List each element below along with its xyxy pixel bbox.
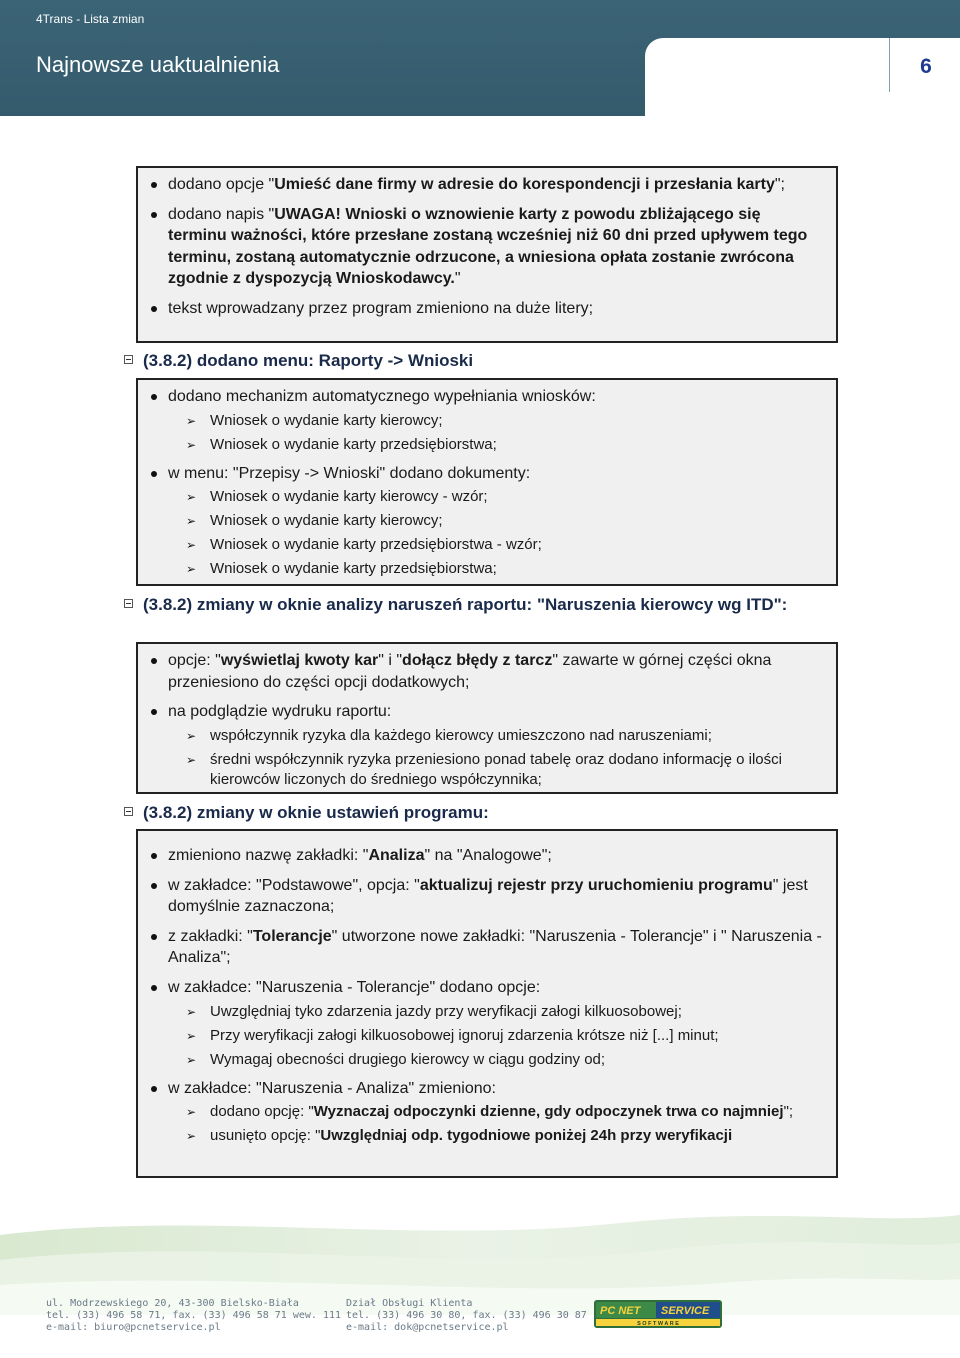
changes-box-2 (136, 378, 838, 586)
item-text: opcje: " (168, 652, 221, 669)
arrow-right-icon: ➢ (186, 1052, 197, 1067)
arrow-right-icon: ➢ (186, 413, 197, 428)
section-heading-text: (3.8.2) zmiany w oknie analizy naruszeń raportu: "Naruszenia kierowcy wg ITD": (143, 595, 788, 614)
item-text: dodano napis " (168, 205, 275, 223)
sub-item-text: Wymagaj obecności drugiego kierowcy w ciągu godziny od; (210, 1050, 606, 1068)
page-header (0, 0, 960, 116)
bullet-icon (151, 658, 157, 664)
sub-item-text: Wniosek o wydanie karty kierowcy; (210, 512, 443, 530)
collapse-icon[interactable] (124, 355, 133, 364)
bullet-icon (151, 182, 157, 188)
logo-subtext: S O F T W A R E (637, 1321, 679, 1327)
list-item (150, 650, 822, 693)
footer-line: ul. Modrzewskiego 20, 43-300 Bielsko-Biała (46, 1298, 299, 1309)
item-text: zmieniono nazwę zakładki: " (168, 847, 369, 864)
logo-text: PC NET (600, 1305, 641, 1317)
footer-line: tel. (33) 496 30 80, fax. (33) 496 30 87 (346, 1310, 587, 1321)
bullet-icon (151, 883, 157, 889)
item-bold-text: UWAGA! Wnioski o wznowienie karty z powodu zbliżającego się terminu ważności, które przesłane zostaną wcześniej niż 60 dni przed upływem tego terminu, zostaną automatycznie odrzucone, a wniesiona opłata zostanie zwrócona zgodnie z dyspozycją Wnioskodawcy. (168, 205, 808, 288)
bullet-icon (151, 853, 157, 859)
footer-support (346, 1298, 587, 1334)
company-logo (594, 1300, 722, 1328)
list-item (150, 926, 822, 969)
item-text: " (454, 270, 461, 288)
arrow-right-icon: ➢ (186, 490, 197, 505)
bullet-icon (151, 985, 157, 991)
sub-item-text: współczynnik ryzyka dla każdego kierowcy umieszczono nad naruszeniami; (210, 726, 712, 744)
sub-item-text: Uwzględniaj tyko zdarzenia jazdy przy weryfikacji załogi kilkuosobowej; (210, 1002, 682, 1020)
sub-item (168, 535, 822, 555)
list-item (150, 977, 822, 1070)
item-text: z zakładki: " (168, 927, 253, 945)
item-text: " utworzone nowe zakładki: "Naruszenia - Tolerancje" i " Naruszenia - Analiza"; (168, 927, 822, 967)
collapse-icon[interactable] (124, 599, 133, 608)
sub-item (168, 1126, 822, 1146)
app-title: 4Trans - Lista zmian (36, 12, 145, 26)
list-item (150, 845, 822, 867)
sub-item (168, 1026, 822, 1046)
bullet-icon (151, 934, 157, 940)
section-heading-text: (3.8.2) zmiany w oknie ustawień programu: (143, 803, 489, 822)
section-title: Najnowsze uaktualnienia (36, 52, 280, 77)
item-bold-text: Analiza (368, 847, 425, 864)
arrow-right-icon: ➢ (186, 437, 197, 452)
footer-line: tel. (33) 496 58 71, fax. (33) 496 58 71 wew. 111 (46, 1310, 342, 1321)
sub-item (168, 487, 822, 507)
changes-box-3 (136, 642, 838, 794)
sub-item-text: Wniosek o wydanie karty przedsiębiorstwa - wzór; (210, 536, 542, 554)
section-heading-text: (3.8.2) dodano menu: Raporty -> Wnioski (143, 351, 474, 370)
collapse-icon[interactable] (124, 807, 133, 816)
bullet-icon (151, 306, 157, 312)
sub-item (168, 750, 822, 790)
bullet-icon (151, 212, 157, 218)
arrow-right-icon: ➢ (186, 1004, 197, 1019)
page-number: 6 (920, 55, 932, 78)
arrow-right-icon: ➢ (186, 752, 197, 767)
footer-line: e-mail: biuro@pcnetservice.pl (46, 1322, 221, 1333)
bullet-icon (151, 1086, 157, 1092)
sub-item (168, 726, 822, 746)
sub-item-bold-text: Wyznaczaj odpoczynki dzienne, gdy odpoczynek trwa co najmniej (313, 1103, 784, 1121)
changes-box-4 (136, 829, 838, 1178)
item-text: " jest domyślnie zaznaczona; (168, 876, 808, 916)
bullet-icon (151, 471, 157, 477)
sub-item-text: "; (783, 1103, 794, 1121)
sub-item-text: Wniosek o wydanie karty kierowcy; (210, 411, 443, 429)
sub-item (168, 1102, 822, 1122)
sub-item-text: średni współczynnik ryzyka przeniesiono ponad tabelę oraz dodano informację o ilości kierowców liczonych do średniego współczynnika; (210, 750, 782, 788)
list-item (150, 1078, 822, 1147)
item-bold-text: Tolerancje (252, 927, 332, 945)
section-heading-naruszenia[interactable] (124, 594, 824, 616)
sub-item (168, 1002, 822, 1022)
item-text: " zawarte w górnej części okna przeniesiono do części opcji dodatkowych; (168, 652, 772, 691)
bullet-icon (151, 394, 157, 400)
item-text: "; (774, 176, 785, 193)
item-bold-text: dołącz błędy z tarcz (402, 652, 553, 669)
item-text: dodano opcje " (168, 176, 275, 193)
arrow-right-icon: ➢ (186, 728, 197, 743)
footer-address (46, 1298, 341, 1334)
header-divider (889, 38, 890, 92)
section-heading-ustawienia[interactable] (124, 802, 824, 824)
sub-item-text: usunięto opcję: " (210, 1127, 321, 1145)
sub-item-text: Wniosek o wydanie karty przedsiębiorstwa; (210, 560, 497, 578)
item-bold-text: Umieść dane firmy w adresie do korespondencji i przesłania karty (274, 176, 775, 193)
logo-text: SERVICE (661, 1305, 710, 1317)
list-item (150, 701, 822, 790)
arrow-right-icon: ➢ (186, 1129, 197, 1144)
list-item (150, 298, 822, 320)
list-item (150, 875, 822, 918)
item-text: na podglądzie wydruku raportu: (168, 703, 392, 721)
arrow-right-icon: ➢ (186, 1105, 197, 1120)
sub-item (168, 1050, 822, 1070)
item-text: tekst wprowadzany przez program zmieniono na duże litery; (168, 299, 594, 317)
item-bold-text: aktualizuj rejestr przy uruchomieniu programu (419, 876, 773, 894)
sub-item-text: Przy weryfikacji załogi kilkuosobowej ignoruj zdarzenia krótsze niż [...] minut; (210, 1026, 719, 1044)
sub-item-bold-text: Uwzględniaj odp. tygodniowe poniżej 24h przy weryfikacji (320, 1127, 733, 1145)
item-text: w zakładce: "Naruszenia - Tolerancje" dodano opcje: (168, 978, 541, 996)
item-bold-text: wyświetlaj kwoty kar (220, 652, 379, 669)
footer-line: Dział Obsługi Klienta (346, 1298, 473, 1309)
sub-item (168, 411, 822, 431)
arrow-right-icon: ➢ (186, 1028, 197, 1043)
arrow-right-icon: ➢ (186, 562, 197, 577)
section-heading-raporty[interactable] (124, 350, 824, 372)
footer-line: e-mail: dok@pcnetservice.pl (346, 1322, 509, 1333)
sub-item-text: Wniosek o wydanie karty kierowcy - wzór; (210, 488, 488, 506)
changes-box-1 (136, 166, 838, 343)
item-text: w zakładce: "Podstawowe", opcja: " (168, 876, 420, 894)
sub-item (168, 435, 822, 455)
list-item (150, 386, 822, 455)
item-text: " i " (378, 652, 403, 669)
list-item (150, 204, 822, 290)
item-text: " na "Analogowe"; (424, 847, 552, 864)
list-item (150, 174, 822, 196)
arrow-right-icon: ➢ (186, 538, 197, 553)
bullet-icon (151, 709, 157, 715)
item-text: w menu: "Przepisy -> Wnioski" dodano dokumenty: (168, 464, 531, 482)
sub-item (168, 511, 822, 531)
list-item (150, 463, 822, 580)
sub-item (168, 559, 822, 579)
arrow-right-icon: ➢ (186, 514, 197, 529)
item-text: dodano mechanizm automatycznego wypełniania wniosków: (168, 388, 596, 405)
sub-item-text: dodano opcję: " (210, 1103, 314, 1121)
item-text: w zakładce: "Naruszenia - Analiza" zmieniono: (168, 1079, 496, 1097)
sub-item-text: Wniosek o wydanie karty przedsiębiorstwa; (210, 435, 497, 453)
